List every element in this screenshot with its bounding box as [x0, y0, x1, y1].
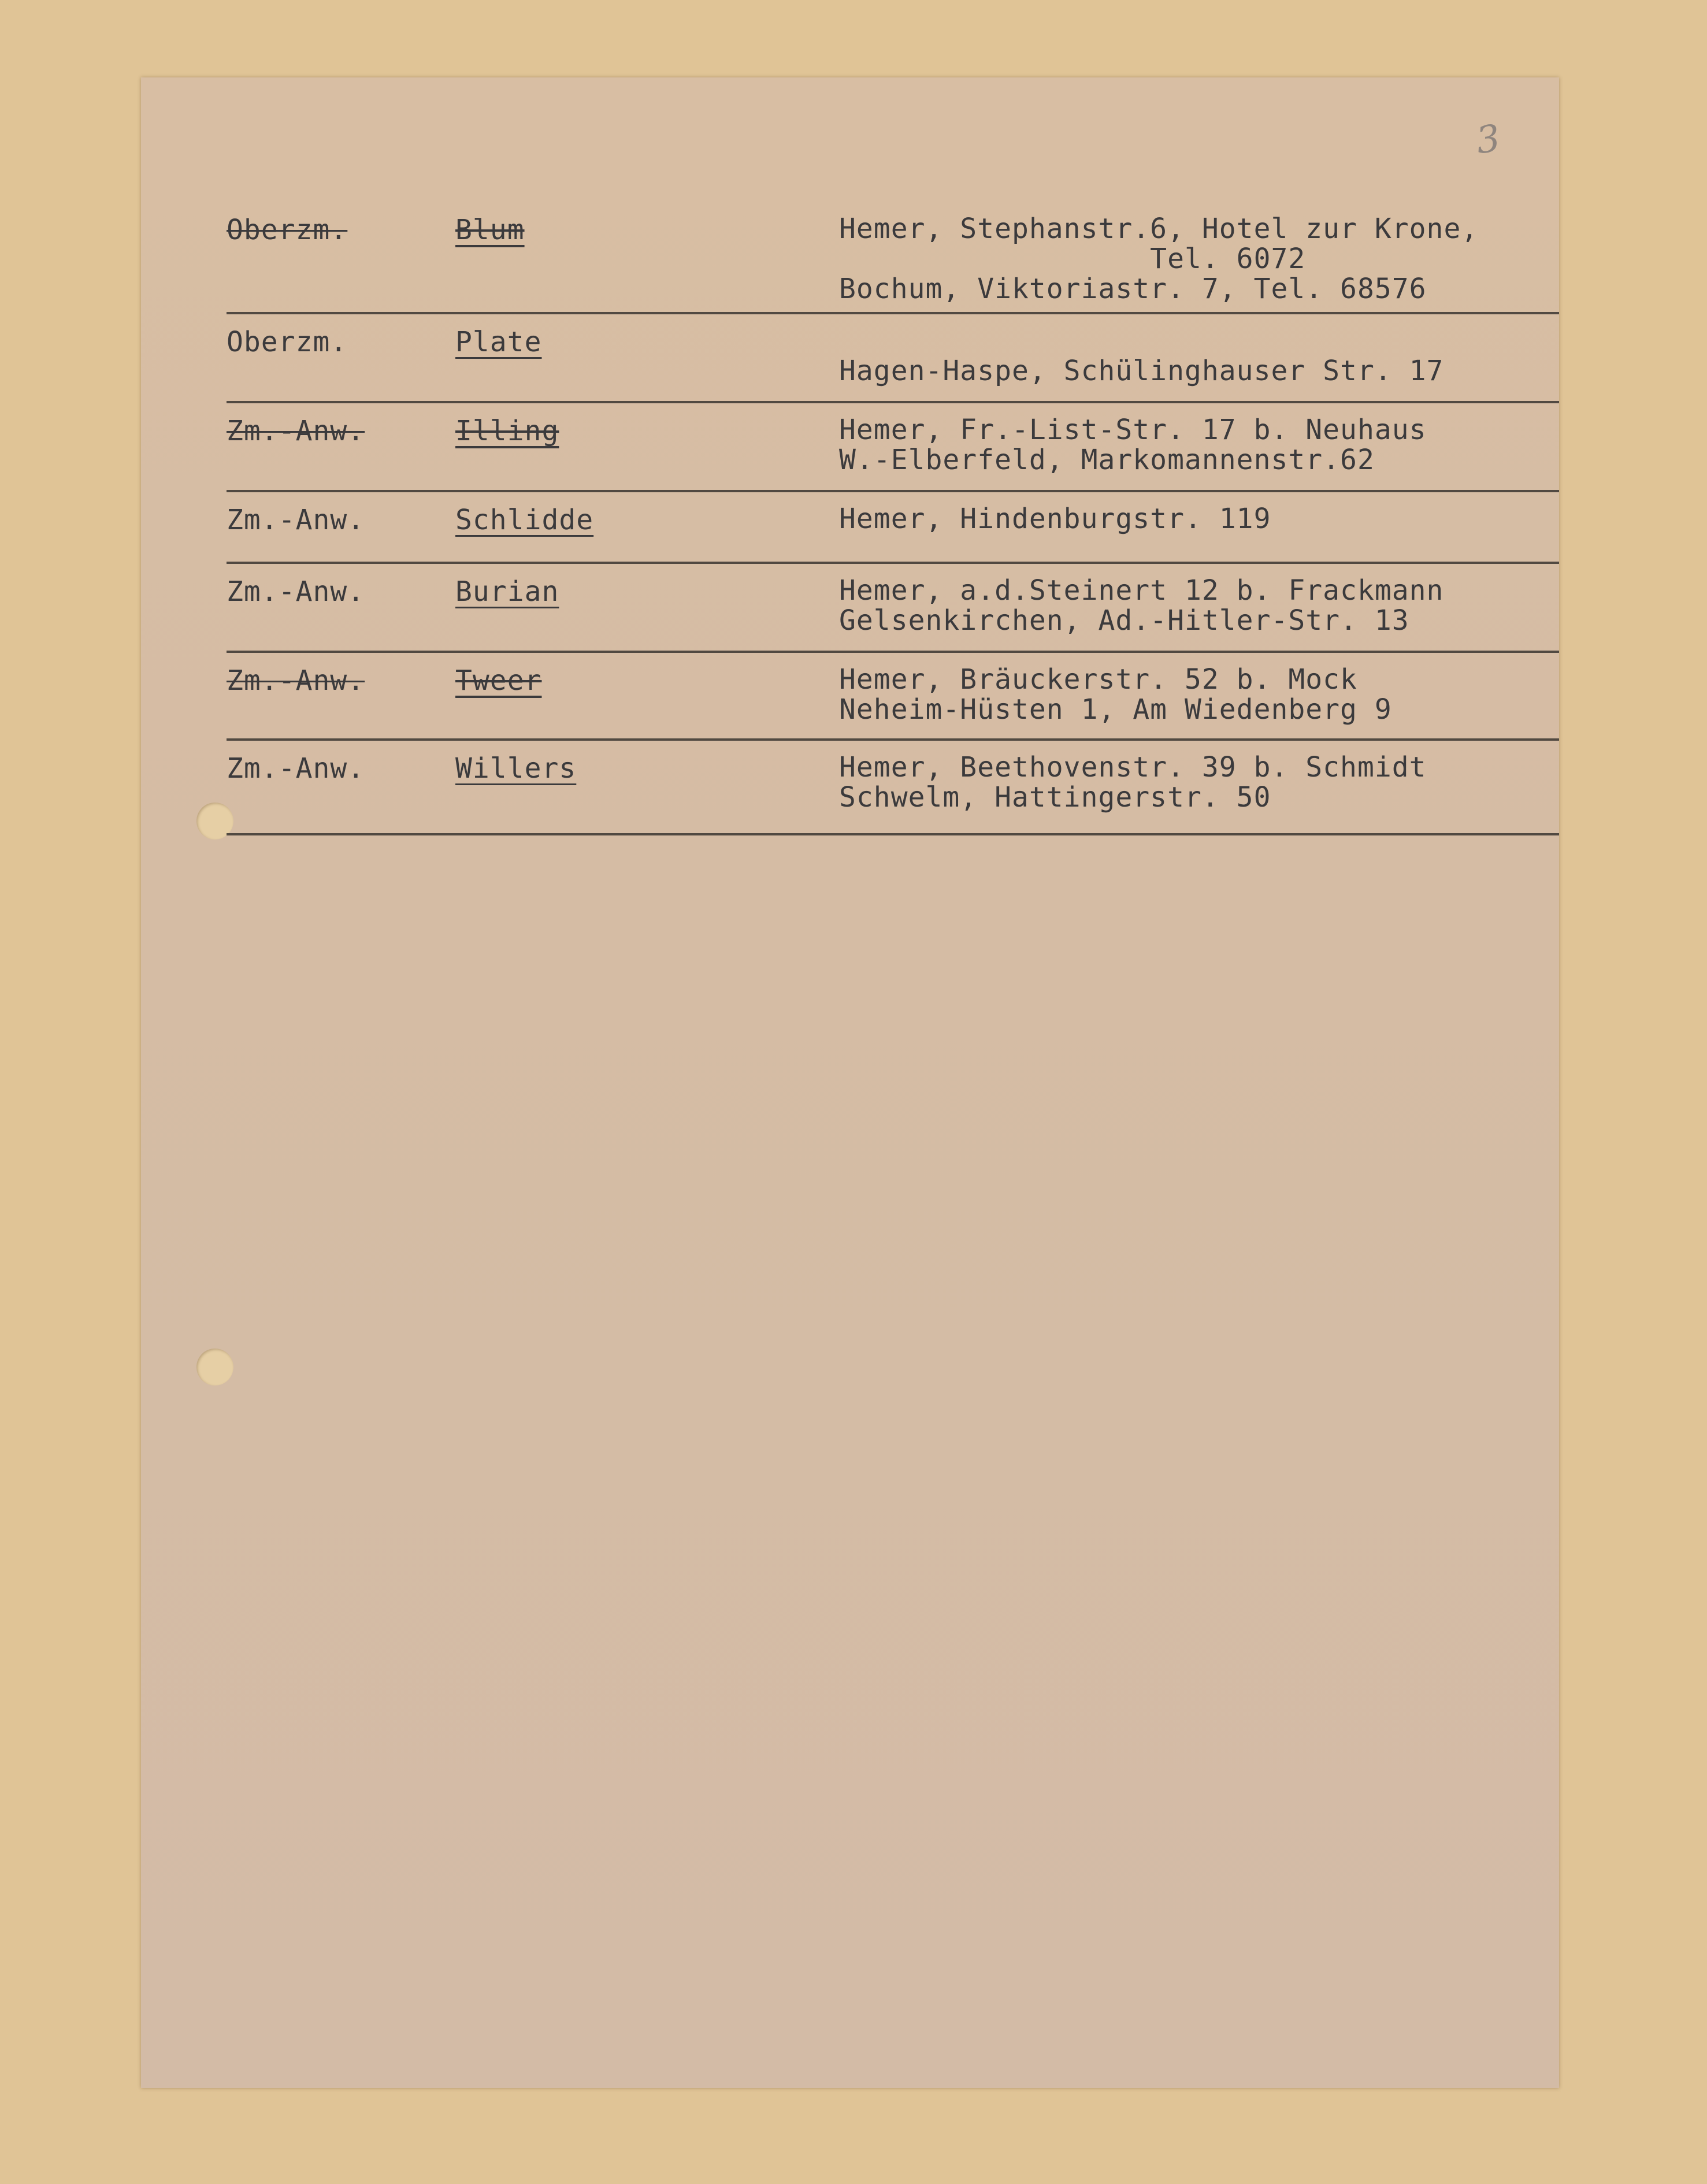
rank-cell: Zm.-Anw. — [227, 575, 365, 608]
name-cell: Schlidde — [455, 504, 594, 536]
table-row — [227, 741, 1559, 833]
table-row — [227, 314, 1559, 401]
name-cell: Blum — [455, 214, 525, 246]
table-row — [227, 492, 1559, 562]
name-cell: Willers — [455, 752, 577, 785]
address-line: Gelsenkirchen, Ad.-Hitler-Str. 13 — [839, 604, 1409, 637]
name-cell: Tweer — [455, 664, 542, 697]
address-line: Hemer, Bräuckerstr. 52 b. Mock — [839, 663, 1357, 696]
name-cell: Plate — [455, 326, 542, 358]
name-cell: Illing — [455, 415, 559, 447]
address-line: Hemer, Stephanstr.6, Hotel zur Krone, — [839, 213, 1479, 245]
address-line: Hemer, Beethovenstr. 39 b. Schmidt — [839, 751, 1427, 783]
rank-cell: Zm.-Anw. — [227, 664, 365, 697]
rank-cell: Oberzm. — [227, 214, 348, 246]
address-line: Hemer, Fr.-List-Str. 17 b. Neuhaus — [839, 414, 1427, 446]
table-row — [227, 564, 1559, 651]
rank-cell: Zm.-Anw. — [227, 752, 365, 785]
rank-cell: Oberzm. — [227, 326, 348, 358]
address-line: Hagen-Haspe, Schülinghauser Str. 17 — [839, 355, 1444, 387]
address-line: Tel. 6072 — [839, 243, 1306, 275]
rank-cell: Zm.-Anw. — [227, 504, 365, 536]
address-line: Schwelm, Hattingerstr. 50 — [839, 781, 1271, 814]
address-line: Bochum, Viktoriastr. 7, Tel. 68576 — [839, 273, 1427, 305]
address-line: Neheim-Hüsten 1, Am Wiedenberg 9 — [839, 693, 1392, 726]
personnel-table — [227, 202, 1559, 835]
punch-hole-bottom — [196, 1349, 233, 1386]
row-divider — [227, 833, 1559, 835]
table-row — [227, 202, 1559, 312]
table-row — [227, 403, 1559, 490]
rank-cell: Zm.-Anw. — [227, 415, 365, 447]
table-row — [227, 653, 1559, 738]
name-cell: Burian — [455, 575, 559, 608]
page-number: 3 — [1474, 117, 1503, 163]
address-line: W.-Elberfeld, Markomannenstr.62 — [839, 444, 1375, 476]
address-line: Hemer, Hindenburgstr. 119 — [839, 503, 1271, 535]
address-line: Hemer, a.d.Steinert 12 b. Frackmann — [839, 574, 1444, 607]
